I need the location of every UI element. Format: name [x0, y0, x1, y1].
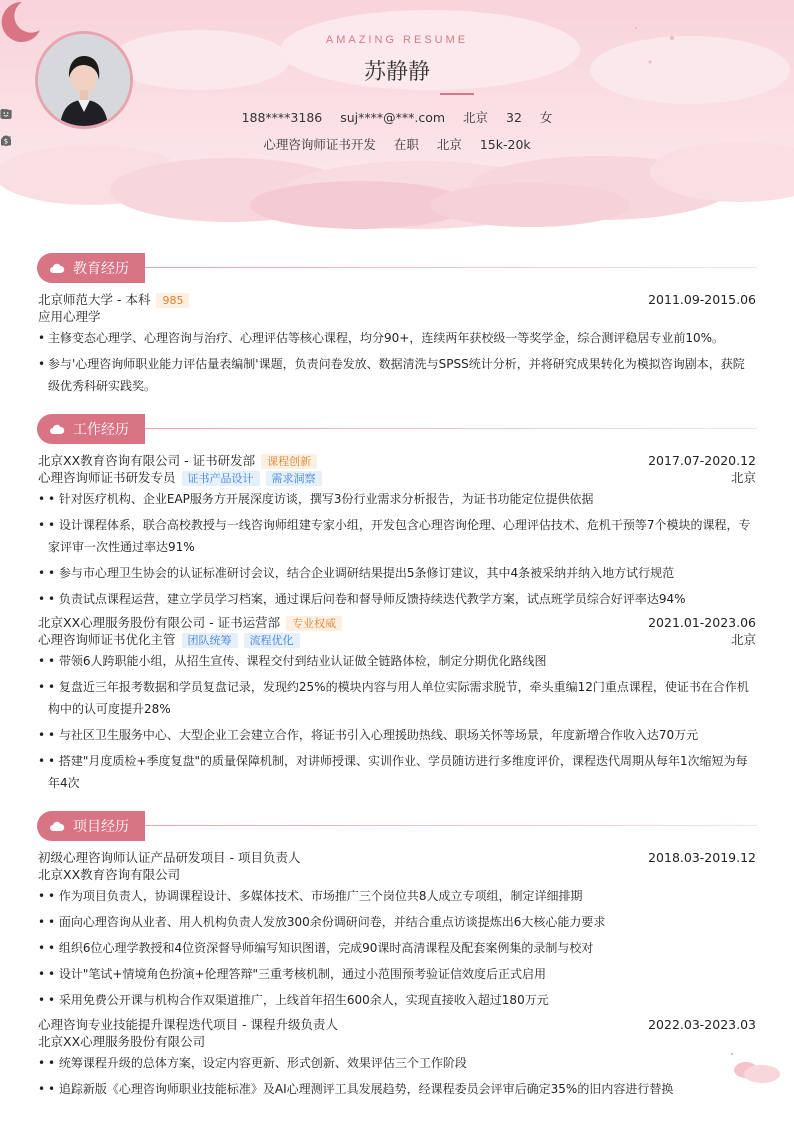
city-text: 北京	[463, 110, 489, 125]
company-tag: 课程创新	[261, 454, 317, 469]
list-item: • • 带领6人跨职能小组，从招生宣传、课程交付到结业认证做全链路体检，制定分期优化路线图	[38, 650, 756, 672]
intent-city-item	[437, 135, 462, 153]
status-text: 在职	[393, 137, 419, 152]
email-text: suj****@***.com	[340, 110, 446, 125]
work-bullets	[38, 650, 756, 794]
education-section-header	[37, 253, 757, 283]
intent-job-item	[263, 135, 376, 153]
project-section-pill	[37, 811, 145, 841]
cloud-icon	[49, 262, 65, 274]
smiley-icon	[0, 108, 12, 120]
job-location: 北京	[730, 632, 756, 647]
svg-text:$: $	[3, 137, 9, 146]
phone-text: 188****3186	[241, 110, 323, 125]
header-banner	[0, 0, 794, 232]
work-period: 2021.01-2023.06	[648, 615, 756, 630]
project-company: 北京XX心理服务股份有限公司	[38, 1034, 206, 1049]
name-underline	[440, 93, 474, 95]
job-role: 心理咨询师证书优化主管	[38, 632, 176, 647]
work-section-pill	[37, 414, 145, 444]
project-period: 2018.03-2019.12	[648, 850, 756, 865]
list-item: • • 搭建"月度质检+季度复盘"的质量保障机制，对讲师授课、实训作业、学员随访进行多维度评价，课程迭代周期从每年1次缩短为每年4次	[38, 750, 756, 794]
list-item: • • 面向心理咨询从业者、用人机构负责人发放300余份调研问卷，并结合重点访谈提炼出6大核心能力要求	[38, 911, 756, 933]
phone-item	[242, 110, 323, 125]
project-bullets	[38, 1052, 756, 1100]
project-title: 心理咨询专业技能提升课程迭代项目 - 课程升级负责人	[38, 1017, 338, 1032]
role-tag: 需求洞察	[266, 471, 322, 486]
project-entry-2	[38, 1016, 756, 1100]
list-item: • • 采用免费公开课与机构合作双渠道推广，上线首年招生600余人，实现直接收入超过180万元	[38, 989, 756, 1011]
company-tag: 专业权威	[286, 616, 342, 631]
work-entry-2	[38, 614, 756, 794]
work-bullets	[38, 488, 756, 610]
age-item	[506, 110, 522, 125]
candidate-name: 苏静静	[363, 60, 430, 85]
section-divider	[145, 825, 757, 826]
intent-row	[0, 135, 794, 153]
section-divider	[145, 267, 757, 268]
intent-job-text: 心理咨询师证书开发	[263, 137, 376, 152]
project-entry-1	[38, 849, 756, 1011]
cloud-decoration	[726, 1048, 786, 1088]
intent-city-text: 北京	[436, 137, 462, 152]
education-section-pill	[37, 253, 145, 283]
project-title: 初级心理咨询师认证产品研发项目 - 项目负责人	[38, 850, 301, 865]
education-period: 2011.09-2015.06	[648, 292, 756, 307]
list-item: • 主修变态心理学、心理咨询与治疗、心理评估等核心课程，均分90+，连续两年获校级一等奖学金，综合测评稳居专业前10%。	[38, 327, 756, 349]
cloud-icon	[49, 423, 65, 435]
list-item: • • 设计"笔试+情境角色扮演+伦理答辩"三重考核机制，通过小范围预考验证信效度后正式启用	[38, 963, 756, 985]
resume-tagline: AMAZING RESUME	[325, 34, 469, 46]
list-item: • • 追踪新版《心理咨询师职业技能标准》及AI心理测评工具发展趋势，经课程委员会评审后确定35%的旧内容进行替换	[38, 1078, 756, 1100]
project-period: 2022.03-2023.03	[648, 1017, 756, 1032]
money-icon	[0, 135, 12, 147]
company-name: 北京XX教育咨询有限公司 - 证书研发部	[38, 453, 256, 468]
list-item: • • 负责试点课程运营，建立学员学习档案，通过课后问卷和督导师反馈持续迭代教学方案，试点班学员综合好评率达94%	[38, 588, 756, 610]
project-section-header	[37, 811, 757, 841]
role-tag: 团队统筹	[182, 633, 238, 648]
work-section-header	[37, 414, 757, 444]
status-item	[394, 135, 419, 153]
school-tag: 985	[156, 293, 189, 308]
job-role: 心理咨询师证书研发专员	[38, 470, 176, 485]
list-item: • • 组织6位心理学教授和4位资深督导师编写知识图谱，完成90课时高清课程及配套案例集的录制与校对	[38, 937, 756, 959]
list-item: • • 作为项目负责人，协调课程设计、多媒体技术、市场推广三个岗位共8人成立专项组，制定详细排期	[38, 885, 756, 907]
list-item: • • 统筹课程升级的总体方案，设定内容更新、形式创新、效果评估三个工作阶段	[38, 1052, 756, 1074]
list-item: • • 设计课程体系，联合高校教授与一线咨询师组建专家小组，开发包含心理咨询伦理、心理评估技术、危机干预等7个模块的课程，专家评审一次性通过率达91%	[38, 514, 756, 558]
gender-text: 女	[539, 110, 553, 125]
gender-item	[540, 108, 553, 126]
cloud-icon	[49, 820, 65, 832]
project-section-title: 项目经历	[73, 819, 129, 835]
school-name: 北京师范大学 - 本科	[38, 292, 151, 307]
company-name: 北京XX心理服务股份有限公司 - 证书运营部	[38, 615, 281, 630]
role-tag: 证书产品设计	[182, 471, 260, 486]
project-bullets	[38, 885, 756, 1011]
section-divider	[145, 428, 757, 429]
city-item	[463, 108, 488, 126]
role-tag: 流程优化	[244, 633, 300, 648]
project-company: 北京XX教育咨询有限公司	[38, 867, 181, 882]
education-section-title: 教育经历	[73, 261, 129, 277]
work-section-title: 工作经历	[73, 422, 129, 438]
list-item: • • 针对医疗机构、企业EAP服务方开展深度访谈，撰写3份行业需求分析报告，为证书功能定位提供依据	[38, 488, 756, 510]
work-period: 2017.07-2020.12	[648, 453, 756, 468]
job-location: 北京	[730, 470, 756, 485]
list-item: • • 与社区卫生服务中心、大型企业工会建立合作，将证书引入心理援助热线、职场关怀等场景，年度新增合作收入达70万元	[38, 724, 756, 746]
work-entry-1	[38, 452, 756, 610]
education-entry	[38, 291, 756, 397]
list-item: • 参与'心理咨询师职业能力评估量表编制'课题，负责问卷发放、数据清洗与SPSS统计分析，并将研究成果转化为模拟咨询剧本，获院级优秀科研实践奖。	[38, 353, 756, 397]
salary-text: 15k-20k	[479, 137, 531, 152]
email-item	[340, 110, 445, 125]
age-text: 32	[506, 110, 522, 125]
list-item: • • 参与市心理卫生协会的认证标准研讨会议，结合企业调研结果提出5条修订建议，其中4条被采纳并纳入地方试行规范	[38, 562, 756, 584]
education-major: 应用心理学	[38, 309, 101, 324]
list-item: • • 复盘近三年报考数据和学员复盘记录，发现约25%的模块内容与用人单位实际需求脱节，牵头重编12门重点课程，使证书在合作机构中的认可度提升28%	[38, 676, 756, 720]
contact-row	[0, 108, 794, 126]
education-bullets	[38, 327, 756, 397]
